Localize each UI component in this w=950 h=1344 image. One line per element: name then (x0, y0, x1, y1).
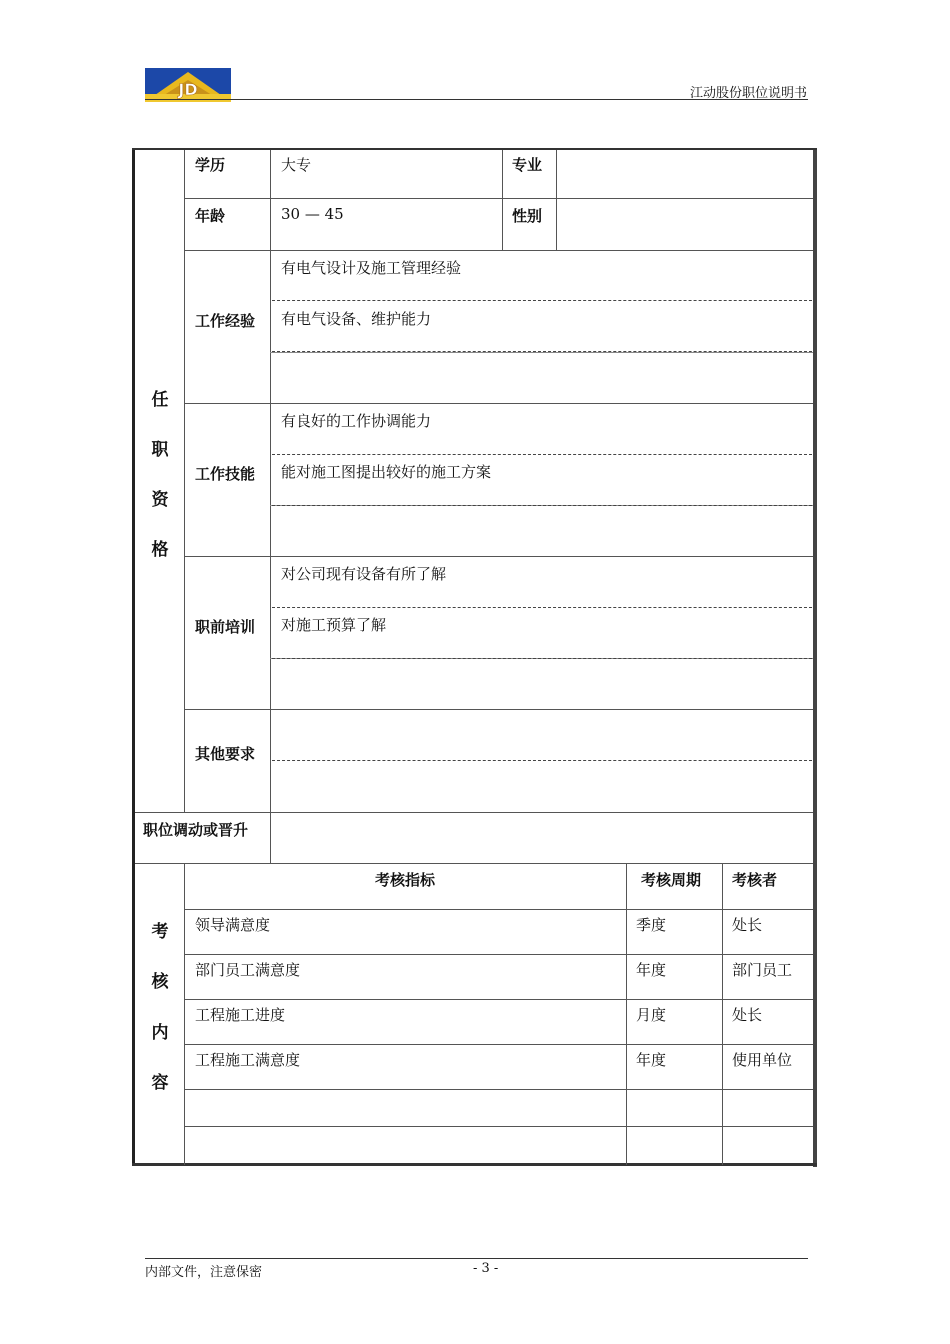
education-value: 大专 (281, 156, 312, 174)
assessment-assessor: 处长 (732, 916, 763, 934)
assessment-indicator: 部门员工满意度 (195, 961, 301, 979)
assessment-assessor: 处长 (732, 1006, 763, 1024)
transfer-label: 职位调动或晋升 (143, 821, 249, 839)
assessment-header-period: 考核周期 (641, 871, 702, 889)
assessment-assessor: 部门员工 (732, 961, 793, 979)
document-title: 江动股份职位说明书 (689, 86, 807, 101)
assessment-section-char: 内 (151, 1023, 169, 1043)
training-line: 对施工预算了解 (281, 616, 387, 634)
assessment-period: 年度 (636, 1051, 667, 1069)
experience-label: 工作经验 (195, 312, 256, 330)
assessment-indicator: 工程施工满意度 (195, 1051, 301, 1069)
company-logo (145, 68, 231, 102)
experience-line: 有电气设备、维护能力 (281, 310, 432, 328)
qualification-section-char: 格 (151, 540, 169, 560)
footer-rule (145, 1258, 808, 1259)
assessment-header-indicator: 考核指标 (374, 871, 435, 889)
assessment-assessor: 使用单位 (732, 1051, 793, 1069)
training-label: 职前培训 (195, 618, 256, 636)
assessment-header-assessor: 考核者 (732, 871, 778, 889)
assessment-indicator: 工程施工进度 (195, 1006, 286, 1024)
age-value: 30 — 45 (281, 205, 344, 223)
skills-line: 能对施工图提出较好的施工方案 (281, 463, 492, 481)
qualification-section-char: 资 (151, 490, 169, 510)
qualification-section-char: 职 (151, 440, 169, 460)
assessment-section-char: 核 (151, 972, 169, 992)
skills-label: 工作技能 (195, 465, 256, 483)
page-number: - 3 - (473, 1261, 499, 1276)
other-requirements-label: 其他要求 (195, 745, 256, 763)
logo-text: JD (178, 80, 198, 99)
assessment-period: 年度 (636, 961, 667, 979)
confidential-note: 内部文件，注意保密 (145, 1265, 263, 1280)
age-label: 年龄 (195, 207, 226, 225)
training-line: 对公司现有设备有所了解 (281, 565, 447, 583)
assessment-indicator: 领导满意度 (195, 916, 271, 934)
assessment-period: 月度 (636, 1006, 667, 1024)
education-label: 学历 (195, 156, 226, 174)
major-label: 专业 (512, 156, 543, 174)
assessment-section-char: 容 (151, 1073, 169, 1093)
qualification-section-char: 任 (151, 390, 169, 410)
gender-label: 性别 (512, 207, 543, 225)
experience-line: 有电气设计及施工管理经验 (281, 259, 462, 277)
assessment-period: 季度 (636, 916, 667, 934)
skills-line: 有良好的工作协调能力 (281, 412, 432, 430)
assessment-section-char: 考 (151, 922, 169, 942)
